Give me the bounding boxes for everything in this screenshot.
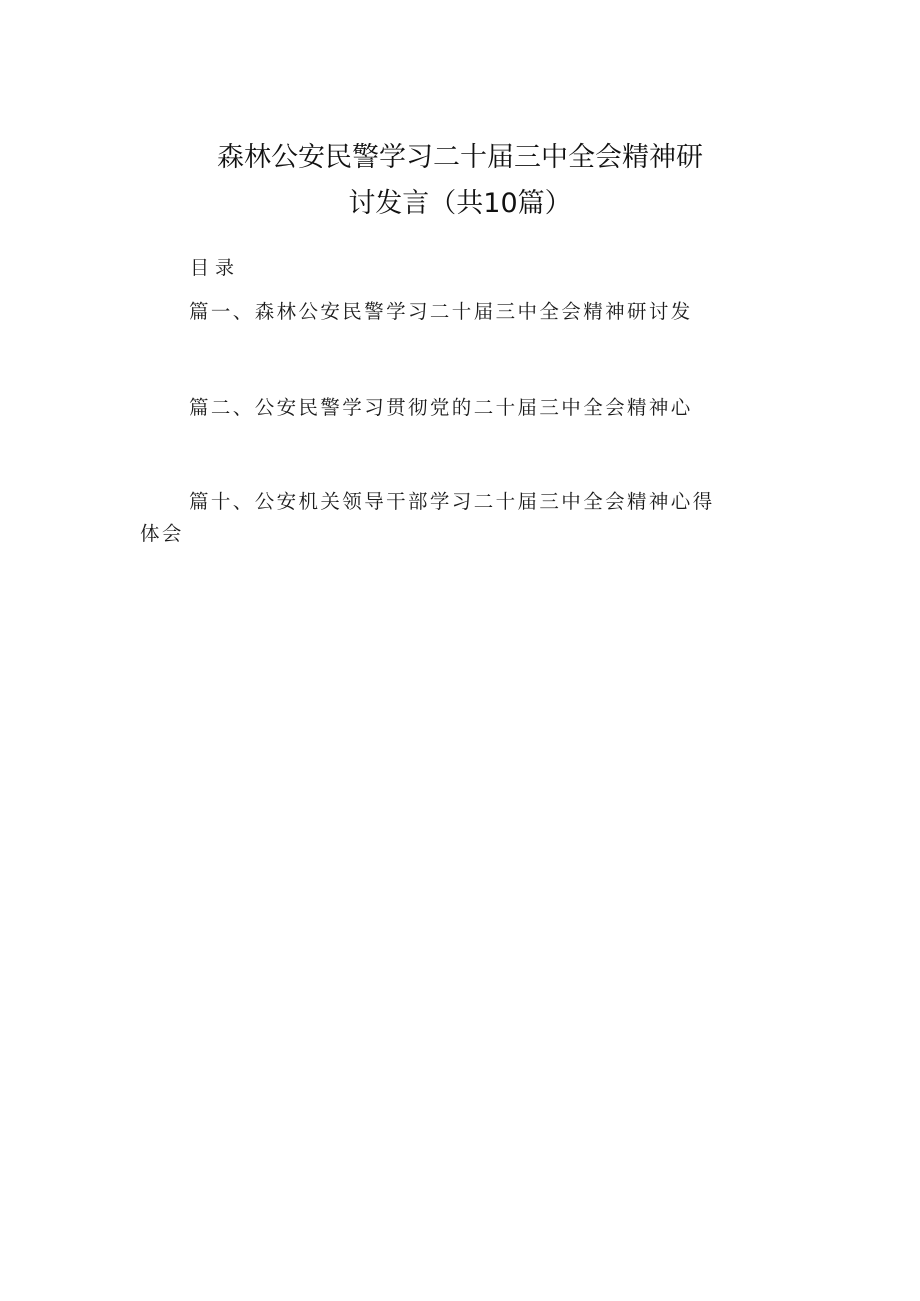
document-title-line-1: 森林公安民警学习二十届三中全会精神研 <box>217 142 703 173</box>
toc-item: 篇一、森林公安民警学习二十届三中全会精神研讨发 <box>189 300 693 323</box>
document-title-line-2: 讨发言（共10篇） <box>348 188 572 219</box>
toc-heading: 目录 <box>190 257 241 279</box>
toc-item: 篇二、公安民警学习贯彻党的二十届三中全会精神心 <box>189 396 693 419</box>
toc-item: 篇十、公安机关领导干部学习二十届三中全会精神心得体会 <box>140 490 715 545</box>
